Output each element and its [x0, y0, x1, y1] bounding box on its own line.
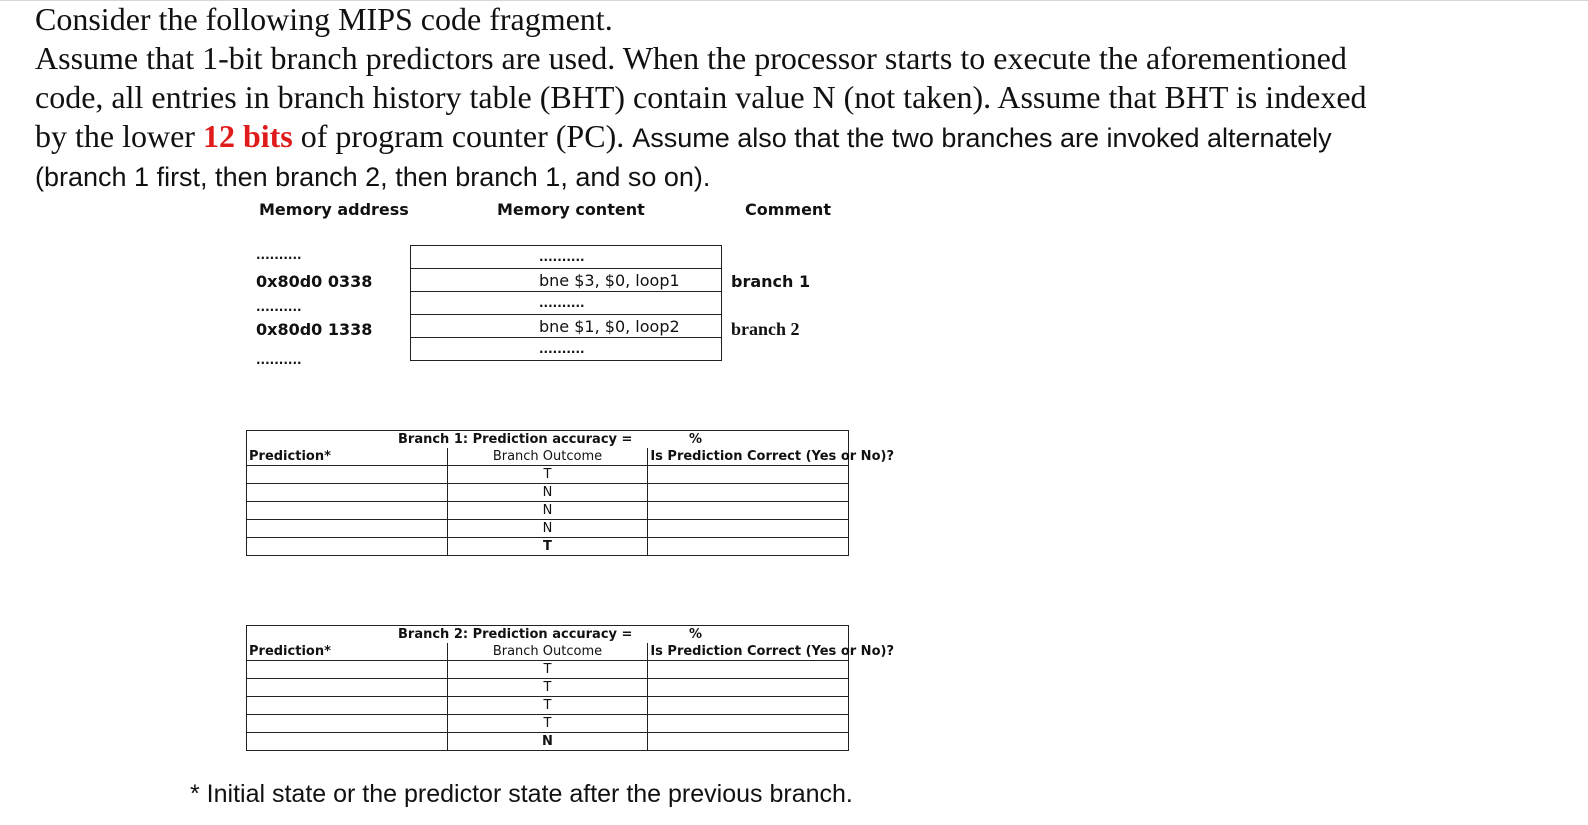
branch-2-title-cell: [247, 626, 849, 644]
correct-cell[interactable]: [648, 538, 849, 556]
outcome-cell: T: [447, 466, 648, 484]
table-row: [247, 661, 849, 679]
table-row: [247, 733, 849, 751]
memory-address-header: Memory address: [259, 200, 409, 219]
prediction-cell[interactable]: [247, 466, 448, 484]
correct-cell[interactable]: [648, 697, 849, 715]
outcome-cell: T: [447, 538, 648, 556]
table-row: [247, 502, 849, 520]
branch-1-prediction-header: Prediction*: [247, 448, 448, 466]
branch-1-title-row: [247, 431, 849, 449]
address-ellipsis-3: ..........: [256, 353, 302, 367]
memory-cell: ..........: [411, 246, 722, 269]
memory-cell: ..........: [411, 338, 722, 361]
table-row: [247, 538, 849, 556]
memory-row: [411, 338, 722, 361]
comment-header: Comment: [745, 200, 831, 219]
memory-content-header: Memory content: [497, 200, 645, 219]
question-line-4-mid: of program counter (PC).: [300, 118, 625, 154]
table-row: [247, 484, 849, 502]
branch-1-outcome-header: Branch Outcome: [447, 448, 648, 466]
question-line-4-post: Assume also that the two branches are invoked alternately: [632, 123, 1332, 153]
address-ellipsis-2: ..........: [256, 300, 302, 314]
branch-2-header-row: [247, 643, 849, 661]
memory-cell-branch-1: bne $3, $0, loop1: [411, 269, 722, 292]
correct-cell[interactable]: [648, 484, 849, 502]
branch-1-percent: %: [689, 432, 703, 447]
outcome-cell: N: [447, 502, 648, 520]
prediction-cell[interactable]: [247, 679, 448, 697]
prediction-cell[interactable]: [247, 484, 448, 502]
prediction-cell[interactable]: [247, 520, 448, 538]
correct-cell[interactable]: [648, 466, 849, 484]
branch-2-correct-header: Is Prediction Correct (Yes or No)?: [648, 643, 849, 661]
question-line-3: code, all entries in branch history table (BHT) contain value N (not taken). Assume that BHT is indexed: [35, 79, 1367, 115]
comment-branch-2: branch 2: [731, 319, 800, 339]
branch-2-percent: %: [689, 627, 703, 642]
branch-2-table: [246, 625, 894, 751]
address-branch-2: 0x80d0 1338: [256, 320, 373, 339]
question-line-4-pre: by the lower: [35, 118, 195, 154]
branch-1-title: Branch 1: Prediction accuracy =: [398, 432, 633, 447]
outcome-cell: N: [447, 733, 648, 751]
memory-row: [411, 315, 722, 338]
memory-cell-branch-2: bne $1, $0, loop2: [411, 315, 722, 338]
footnote: * Initial state or the predictor state after the previous branch.: [190, 780, 853, 808]
question-paragraph: [35, 0, 1575, 197]
branch-2-outcome-header: Branch Outcome: [447, 643, 648, 661]
table-row: [247, 679, 849, 697]
table-row: [247, 466, 849, 484]
question-line-5: (branch 1 first, then branch 2, then branch 1, and so on).: [35, 162, 711, 192]
correct-cell[interactable]: [648, 733, 849, 751]
table-row: [247, 715, 849, 733]
branch-1-title-cell: [247, 431, 849, 449]
correct-cell[interactable]: [648, 715, 849, 733]
table-row: [247, 520, 849, 538]
address-branch-1: 0x80d0 0338: [256, 272, 373, 291]
prediction-cell[interactable]: [247, 697, 448, 715]
branch-1-correct-header: Is Prediction Correct (Yes or No)?: [648, 448, 849, 466]
prediction-cell[interactable]: [247, 715, 448, 733]
memory-row: [411, 246, 722, 269]
prediction-cell[interactable]: [247, 502, 448, 520]
prediction-cell[interactable]: [247, 733, 448, 751]
outcome-cell: N: [447, 484, 648, 502]
branch-2-prediction-header: Prediction*: [247, 643, 448, 661]
memory-row: [411, 292, 722, 315]
branch-1-header-row: [247, 448, 849, 466]
correct-cell[interactable]: [648, 661, 849, 679]
prediction-cell[interactable]: [247, 538, 448, 556]
correct-cell[interactable]: [648, 679, 849, 697]
question-line-2: Assume that 1-bit branch predictors are used. When the processor starts to execute the aforementioned: [35, 40, 1347, 76]
branch-2-title: Branch 2: Prediction accuracy =: [398, 627, 633, 642]
outcome-cell: T: [447, 661, 648, 679]
address-ellipsis-1: ..........: [256, 248, 302, 262]
memory-row: [411, 269, 722, 292]
table-row: [247, 697, 849, 715]
question-line-4: [35, 117, 1575, 158]
correct-cell[interactable]: [648, 502, 849, 520]
memory-content-table: [410, 245, 722, 361]
branch-2-title-row: [247, 626, 849, 644]
prediction-cell[interactable]: [247, 661, 448, 679]
comment-branch-1: branch 1: [731, 272, 811, 291]
memory-cell: ..........: [411, 292, 722, 315]
question-line-1: Consider the following MIPS code fragment.: [35, 1, 613, 37]
outcome-cell: T: [447, 697, 648, 715]
outcome-cell: T: [447, 715, 648, 733]
branch-1-table: [246, 430, 894, 556]
outcome-cell: N: [447, 520, 648, 538]
outcome-cell: T: [447, 679, 648, 697]
correct-cell[interactable]: [648, 520, 849, 538]
bits-highlight: 12 bits: [202, 118, 293, 154]
